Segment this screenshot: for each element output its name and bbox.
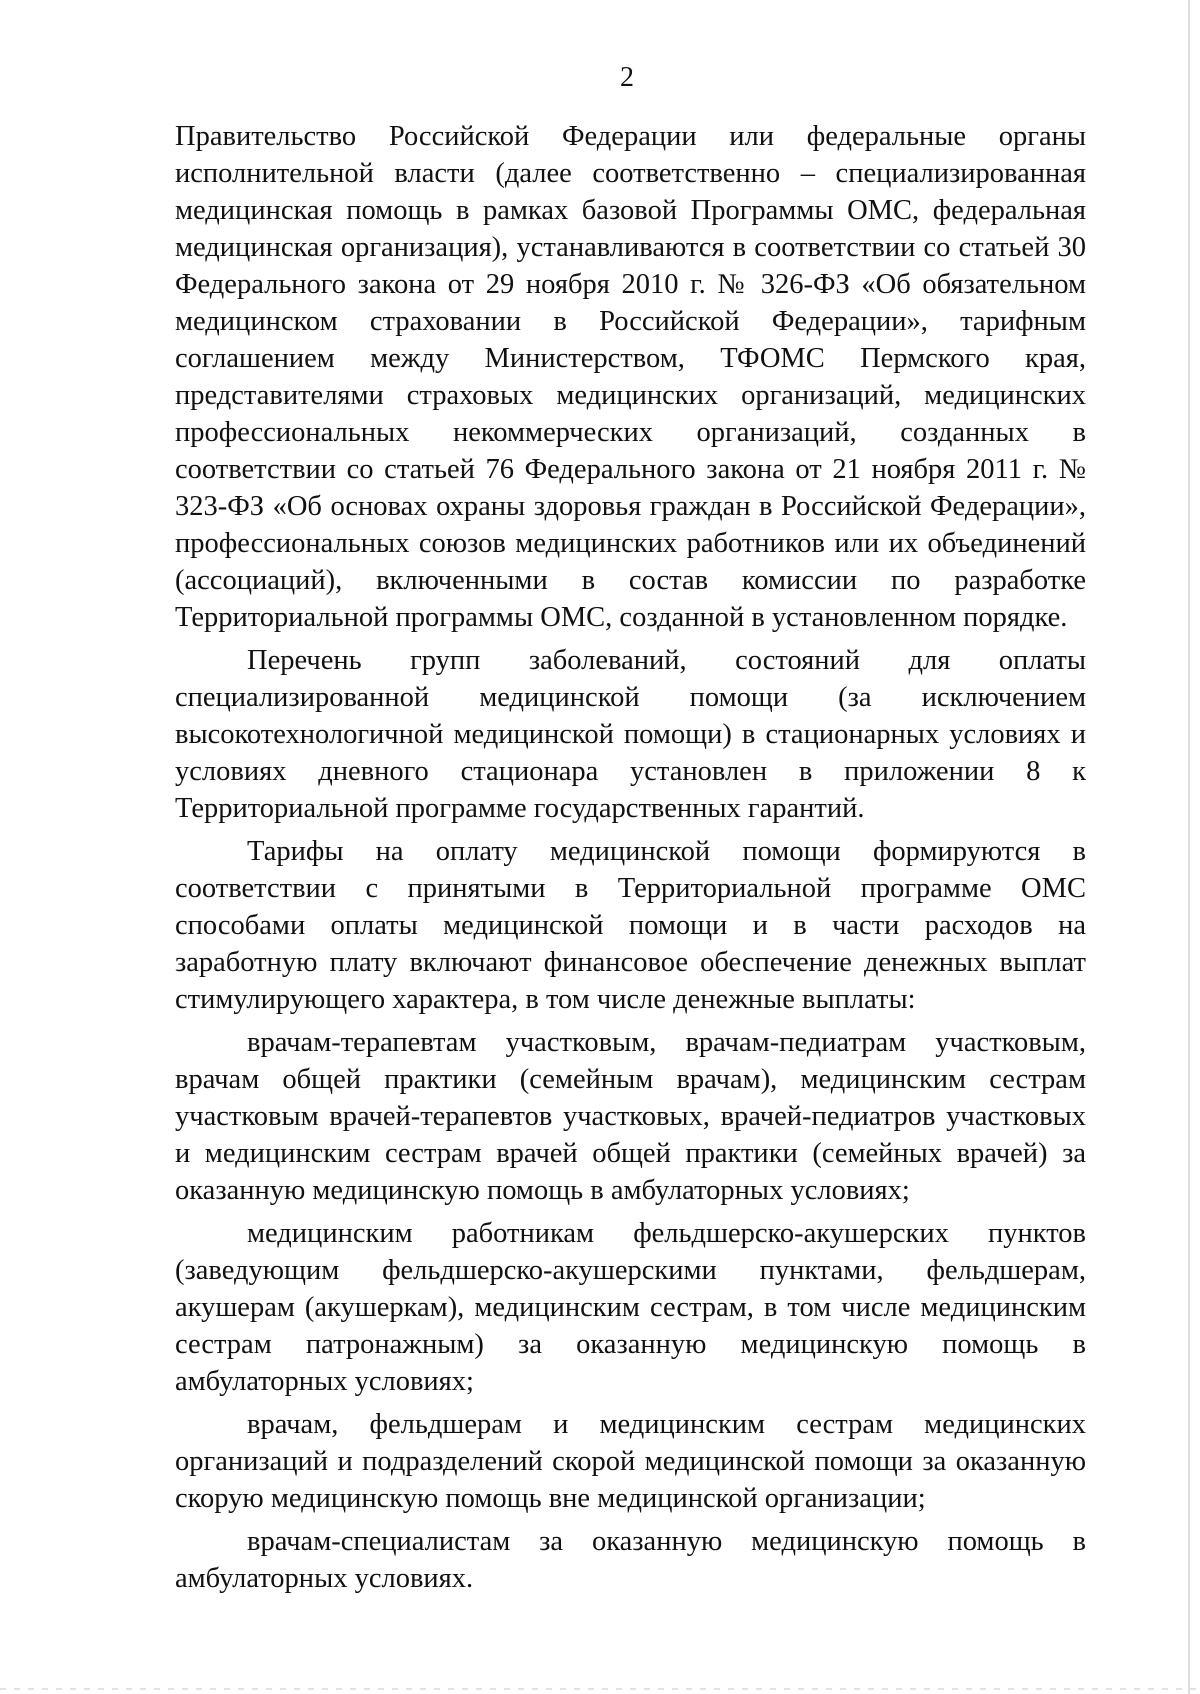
paragraph-6: врачам, фельдшерам и медицинским сестрам медицинских организаций и подразделений скорой медицинской помощи за оказанную скорую медицинскую помощь вне медицинской организации; [175,1409,1086,1514]
scan-edge-right [1188,0,1190,1694]
page-number: 2 [620,62,634,93]
document-body [175,118,1086,1597]
paragraph-1: Правительство Российской Федерации или федеральные органы исполнительной власти (далее соответственно – специализированная медицинская помощь в рамках базовой Программы ОМС, федеральная медицинская организация), устанавливаются в соответствии со статьей 30 Федерального закона от 29 ноября 2010 г. № 326-ФЗ «Об обязательном медицинском страховании в Российской Федерации», тарифным соглашением между Министерством, ТФОМС Пермского края, представителями страховых медицинских организаций, медицинских профессиональных некоммерческих организаций, созданных в соответствии со статьей 76 Федерального закона от 21 ноября 2011 г. № 323-ФЗ «Об основах охраны здоровья граждан в Российской Федерации», профессиональных союзов медицинских работников или их объединений (ассоциаций), включенными в состав комиссии по разработке Территориальной программы ОМС, созданной в установленном порядке. [175,121,1086,633]
paragraph-4: врачам-терапевтам участковым, врачам-педиатрам участковым, врачам общей практики (семейным врачам), медицинским сестрам участковым врачей-терапевтов участковых, врачей-педиатров участковых и медицинским сестрам врачей общей практики (семейных врачей) за оказанную медицинскую помощь в амбулаторных условиях; [175,1027,1086,1206]
paragraph-2: Перечень групп заболеваний, состояний для оплаты специализированной медицинской помощи (за исключением высокотехнологичной медицинской помощи) в стационарных условиях и условиях дневного стационара установлен в приложении 8 к Территориальной программе государственных гарантий. [175,645,1086,824]
paragraph-5: медицинским работникам фельдшерско-акушерских пунктов (заведующим фельдшерско-акушерскими пунктами, фельдшерам, акушерам (акушеркам), медицинским сестрам, в том числе медицинским сестрам патронажным) за оказанную медицинскую помощь в амбулаторных условиях; [175,1218,1086,1397]
paragraph-3: Тарифы на оплату медицинской помощи формируются в соответствии с принятыми в Территориальной программе ОМС способами оплаты медицинской помощи и в части расходов на заработную плату включают финансовое обеспечение денежных выплат стимулирующего характера, в том числе денежные выплаты: [175,836,1086,1015]
paragraph-7: врачам-специалистам за оказанную медицинскую помощь в амбулаторных условиях. [175,1526,1086,1594]
scan-edge-bottom [0,1688,1200,1690]
